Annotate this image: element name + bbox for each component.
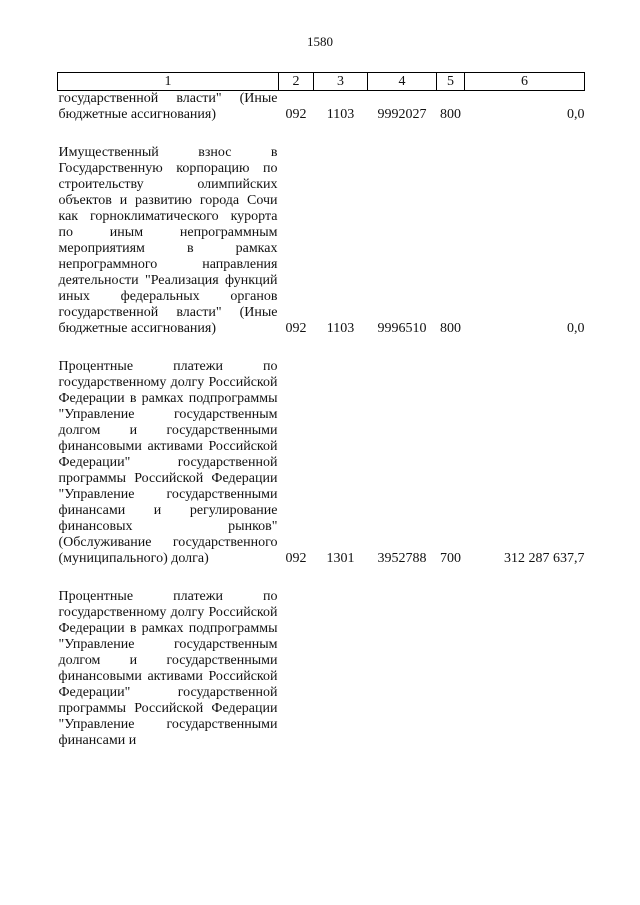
row-spacer <box>58 123 585 145</box>
row-target-code: 9996510 <box>377 321 427 336</box>
header-col-3: 3 <box>314 73 368 91</box>
row-section-code: 1103 <box>326 107 355 122</box>
table-header-row <box>58 73 585 91</box>
row-target-code <box>368 589 437 749</box>
row-amount: 312 287 637,7 <box>504 551 585 566</box>
table-row <box>58 91 585 124</box>
row-amount <box>465 589 585 749</box>
row-spacer <box>58 337 585 359</box>
row-section-code: 1103 <box>326 321 355 336</box>
row-expense-type <box>437 589 465 749</box>
row-description: Имущественный взнос в Государственную корпорацию по строительству олимпийских объектов и развитию города Сочи как горноклиматического курорта по иным непрограммным мероприятиям в рамках непрограммного направления деятельности "Реализация функций иных федеральных органов государственной власти" (Иные бюджетные ассигнования) <box>58 145 278 336</box>
header-col-5: 5 <box>437 73 465 91</box>
row-expense-type: 700 <box>440 551 461 566</box>
table-row <box>58 359 585 567</box>
header-col-2: 2 <box>279 73 314 91</box>
row-target-code: 9992027 <box>377 107 427 122</box>
row-amount: 0,0 <box>567 107 585 122</box>
row-ministry-code: 092 <box>285 551 307 566</box>
header-col-1: 1 <box>58 73 279 91</box>
row-amount: 0,0 <box>567 321 585 336</box>
row-ministry-code <box>279 589 314 749</box>
budget-table <box>57 72 585 749</box>
header-col-6: 6 <box>465 73 585 91</box>
row-target-code: 3952788 <box>377 551 427 566</box>
row-expense-type: 800 <box>440 321 461 336</box>
row-description: Процентные платежи по государственному долгу Российской Федерации в рамках подпрограммы "Управление государственным долгом и государственными финансовыми активами Российской Федерации" государственной программы Российской Федерации "Управление государственными финансами и регулирование финансовых рынков" (Обслуживание государственного (муниципального) долга) <box>58 359 278 566</box>
row-description: государственной власти" (Иные бюджетные ассигнования) <box>58 91 278 122</box>
row-section-code: 1301 <box>326 551 355 566</box>
row-description: Процентные платежи по государственному долгу Российской Федерации в рамках подпрограммы "Управление государственным долгом и государственными финансовыми активами Российской Федерации" государственной программы Российской Федерации "Управление государственными финансами и <box>58 589 278 748</box>
table-row <box>58 145 585 337</box>
row-expense-type: 800 <box>440 107 461 122</box>
row-section-code <box>314 589 368 749</box>
header-col-4: 4 <box>368 73 437 91</box>
row-ministry-code: 092 <box>285 107 307 122</box>
row-ministry-code: 092 <box>285 321 307 336</box>
row-spacer <box>58 567 585 589</box>
page-number: 1580 <box>307 34 333 49</box>
table-row <box>58 589 585 749</box>
